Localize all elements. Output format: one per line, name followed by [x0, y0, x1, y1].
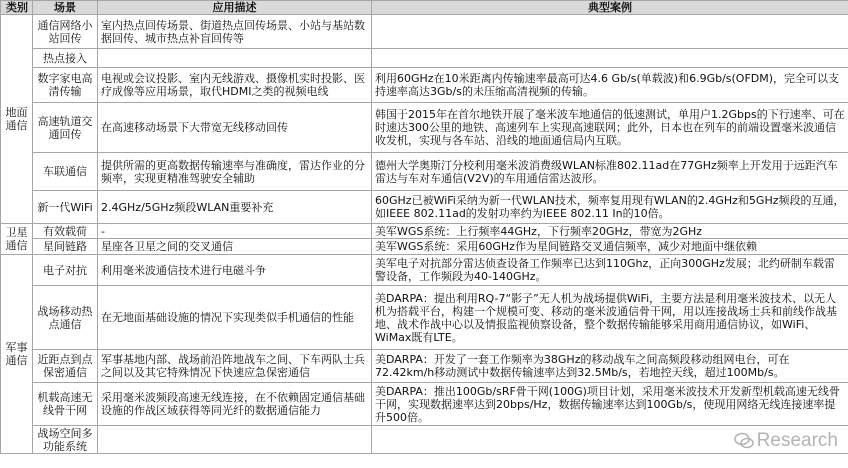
application-cell: 在高速移动场景下大带宽无线移动回传: [98, 103, 372, 153]
watermark-text: Research: [756, 430, 838, 451]
application-cell: [98, 49, 372, 68]
case-cell: 美DARPA：推出100Gb/sRF骨干网(100G)项目计划，采用毫米波技术开发新型机载高速无线骨干网，实现数据速率达到20bps/Hz，数据传输速率达到100Gb/s，使现用网络无线连接速率提升500倍。: [372, 383, 848, 426]
scenario-cell: 热点接入: [33, 49, 98, 68]
application-cell: 星座各卫星之间的交叉通信: [98, 239, 372, 255]
table-row: [1, 286, 848, 350]
category-satellite: 卫星通信: [1, 224, 33, 255]
table-row: [1, 68, 848, 103]
scenario-cell: 新一代WiFi: [33, 191, 98, 224]
table-row: [1, 383, 848, 426]
scenario-cell: 高速轨道交通回传: [33, 103, 98, 153]
application-cell: 在无地面基础设施的情况下实现类似手机通信的性能: [98, 286, 372, 350]
application-cell: 室内热点回传场景、街道热点回传场景、小站与基站数据回传、城市热点补盲回传等: [98, 15, 372, 49]
table-row: [1, 350, 848, 383]
case-cell: 美军WGS系统：采用60GHz作为星间链路交叉通信频率，减少对地面中继依赖: [372, 239, 848, 255]
table-row: [1, 49, 848, 68]
application-cell: -: [98, 224, 372, 239]
application-cell: 军事基地内部、战场前沿阵地战车之间、下车两队士兵之间以及其它特殊情况下快速应急保密通信: [98, 350, 372, 383]
table-row: [1, 153, 848, 191]
scenario-cell: 通信网络小站回传: [33, 15, 98, 49]
header-row: [1, 1, 848, 15]
scenario-cell: 战场移动热点通信: [33, 286, 98, 350]
application-cell: 利用毫米波通信技术进行电磁斗争: [98, 255, 372, 286]
table-row: [1, 255, 848, 286]
case-cell: 美DARPA：提出利用RQ-7“影子”无人机为战场提供WiFi，主要方法是利用毫米波技术、以无人机为搭载平台，构建一个规模可变、移动的毫米波通信骨干网，用以连接战场士兵和前线作战基地、战术作战中心以及情报监视侦察设备，整个数据传输能够采用商用通信协议，如WiFi、WiMax既有LTE。: [372, 286, 848, 350]
table-row: [1, 103, 848, 153]
case-cell: 美DARPA：开发了一套工作频率为38GHz的移动战车之间高频段移动组网电台，可在72.42km/h移动测试中数据传输速率达到32.5Mb/s，若地控天线，超过100Mb/s。: [372, 350, 848, 383]
header-category: 类别: [1, 1, 33, 15]
scenario-cell: 电子对抗: [33, 255, 98, 286]
scenario-cell: 车联通信: [33, 153, 98, 191]
case-cell: 利用60GHz在10米距离内传输速率最高可达4.6 Gb/s(单载波)和6.9Gb/s(OFDM)，完全可以支持速率高达3Gb/s的未压缩高清视频的传输。: [372, 68, 848, 103]
case-cell: [372, 49, 848, 68]
case-cell: [372, 15, 848, 49]
scenario-cell: 星间链路: [33, 239, 98, 255]
table-row: [1, 224, 848, 239]
application-cell: 采用毫米波频段高速无线连接，在不依赖固定通信基础设施的作战区域获得等同光纤的数据通信能力: [98, 383, 372, 426]
application-cell: 2.4GHz/5GHz频段WLAN重要补充: [98, 191, 372, 224]
scenario-cell: 近距点到点保密通信: [33, 350, 98, 383]
case-cell: 德州大学奥斯汀分校利用毫米波消费级WLAN标准802.11ad在77GHz频率上开发用于远距汽车雷达与车对车通信(V2V)的车用通信雷达波形。: [372, 153, 848, 191]
table-row: [1, 191, 848, 224]
application-cell: [98, 426, 372, 454]
application-cell: 提供所需的更高数据传输速率与准确度，雷达作业的分频率，实现更精准驾驶安全辅助: [98, 153, 372, 191]
watermark: [734, 430, 838, 452]
case-cell: 美军WGS系统：上行频率44GHz，下行频率20GHz，带宽为2GHz: [372, 224, 848, 239]
chat-bubble-icon: [734, 432, 754, 450]
scenario-cell: 战场空间多功能系统: [33, 426, 98, 454]
header-scenario: 场景: [33, 1, 98, 15]
application-cell: 电视或会议投影、室内无线游戏、摄像机实时投影、医疗成像等应用场景，取代HDMI之类的视频电线: [98, 68, 372, 103]
category-military: 军事通信: [1, 255, 33, 454]
category-ground: 地面通信: [1, 15, 33, 224]
case-cell: 韩国于2015年在首尔地铁开展了毫米波车地通信的低速测试，单用户1.2Gbps的下行速率、可在时速达300公里的地铁、高速列车上实现高速联网；此外，日本也在列车的前端设置毫米波通信收发机，实现与各车站、沿线的地面通信局内互联。: [372, 103, 848, 153]
case-cell: 60GHz已被WiFi采纳为新一代WLAN技术，频率复用现有WLAN的2.4GHz和5GHz频段的互通，如IEEE 802.11ad的发射功率约为IEEE 802.11 In的10倍。: [372, 191, 848, 224]
header-cases: 典型案例: [372, 1, 848, 15]
case-cell: 美军电子对抗部分雷达侦查设备工作频率已达到110Ghz，正向300GHz发展；北约研制车载雷警设备，工作频段为40-140GHz。: [372, 255, 848, 286]
scenario-cell: 数字家电高清传输: [33, 68, 98, 103]
header-application: 应用描述: [98, 1, 372, 15]
table-row: [1, 15, 848, 49]
scenario-cell: 机载高速无线骨干网: [33, 383, 98, 426]
scenario-cell: 有效载荷: [33, 224, 98, 239]
table-row: [1, 239, 848, 255]
table-row: [1, 426, 848, 454]
